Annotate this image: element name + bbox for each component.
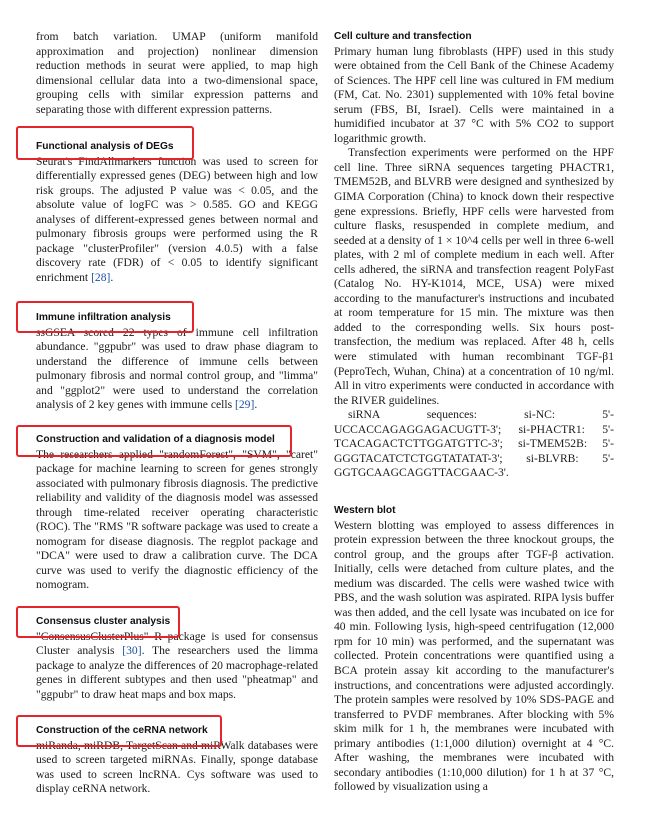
- section-immune-infiltration: [36, 311, 318, 413]
- highlight-box: [16, 425, 292, 457]
- section-heading: Functional analysis of DEGs: [36, 141, 174, 152]
- section-body: "ConsensusClusterPlus" R package is used for consensus Cluster analysis [30]. The researchers used the limma package to analyze the differences of 20 macrophage-related genes in different subtypes and then used "pheatmap" and "ggpubr" to draw heat maps and box maps.: [36, 629, 319, 701]
- cell-culture-paragraph-2: Transfection experiments were performed on the HPF cell line. Three siRNA sequences targeting PHACTR1, TMEM52B, and BLVRB were designed and synthesized by GIMA Corporation (China) to knock down their respective gene expressions. Briefly, HPF cells were harvested from culture flasks, resuspended in complete medium, and seeded at a density of 1 × 10^4 cells per well in three 6-well plates, with 2 ml of complete medium in each well. After cells adhered, the siRNA and transfection reagent PolyFast (Catalog No. HY-K1014, MCE, USA) were mixed according to the manufacturer's instructions and incubated at room temperature for 15 min. The mixture was then added to the corresponding wells. Six hours post-transfection, the medium was replaced. After 48 h, cells were stimulated with human recombinant TGF-β1 (PeproTech, Wuhan, China) at a concentration of 10 ng/ml. All in vitro experiments were conducted in accordance with the RIVER guidelines.: [334, 146, 614, 407]
- section-heading: Construction of the ceRNA network: [36, 725, 208, 736]
- section-body: Seurat's FindAllmarkers function was used to screen for differentially expressed genes (DEG) between high and low risk groups. The adjusted P value was < 0.05, and the absolute value of logFC was > 0.585. GO and KEGG analyses of different-expressed genes between normal and pulmonary fibrosis groups were performed using the R package "clusterProfiler" (version 4.0.5) with a false discovery rate (FDR) of < 0.05 to identify significant enrichment [28].: [36, 154, 318, 284]
- section-diagnosis-model: [36, 433, 318, 593]
- section-heading-cell-culture: Cell culture and transfection: [334, 31, 472, 42]
- left-column: [36, 30, 318, 820]
- highlight-box: [16, 606, 180, 638]
- section-body: ssGSEA scored 22 types of immune cell infiltration abundance. "ggpubr" was used to draw phase diagram to understand the difference of immune cells between pulmonary fibrosis and normal control group, and "limma" and "ggplot2" were used to understand the correlation analysis of 2 key genes with immune cells [29].: [36, 325, 318, 412]
- section-cerna-network: [36, 724, 318, 797]
- section-heading: Construction and validation of a diagnosis model: [36, 434, 275, 445]
- citation-link[interactable]: [28]: [91, 270, 111, 284]
- section-body: miRanda, miRDB, TargetScan and miRWalk databases were used to screen targeted miRNAs. Finally, sponge database was used to screen lncRNA. Cys software was used to display ceRNA network.: [36, 738, 318, 796]
- citation-link[interactable]: [30]: [122, 644, 142, 658]
- intro-paragraph: from batch variation. UMAP (uniform manifold approximation and projection) nonlinear dimension reduction methods in seurat were applied, to map high dimensional cellular data into a two-dimensional space, grouping cells with similar expression patterns and separating those with different expression patterns.: [36, 30, 318, 116]
- section-heading-western-blot: Western blot: [334, 505, 396, 516]
- section-consensus-cluster: [36, 615, 318, 702]
- section-functional-analysis: [36, 140, 318, 285]
- highlight-box: [16, 126, 194, 160]
- highlight-box: [16, 715, 222, 747]
- cell-culture-paragraph-1: Primary human lung fibroblasts (HPF) used in this study were obtained from the Cell Bank of the Chinese Academy of Sciences. The HPF cell line was cultured in FM medium (FM, Cat. No. 2301) supplemented with 10% fetal bovine serum (FBS, BI, Israel). Cells were maintained in a humidified incubator at 37 °C with 5% CO2 to support logarithmic growth.: [334, 44, 614, 145]
- right-column-western-blot: [334, 504, 614, 795]
- section-heading: Consensus cluster analysis: [36, 616, 171, 627]
- citation-link[interactable]: [29]: [235, 398, 255, 412]
- sirna-sequences-paragraph: siRNA sequences: si-NC: 5'-UCCACCAGAGGAGACUGTT-3'; si-PHACTR1: 5'-TCACAGACTCTTGGATGTTC-3'; si-TMEM52B: 5'-GGGTACATCTCTGGTATATAT-3'; si-BLVRB: 5'-GGTGCAAGCAGGTTACGAAC-3'.: [334, 408, 614, 480]
- section-body: The researchers applied "randomForest", "SVM", "caret" package for machine learning to screen for genes strongly associated with pulmonary fibrosis diagnosis. The predictive reliability and validity of the diagnosis model was assessed through time-related receiver operating characteristic (ROC). The "RMS "R software package was used to create a nomogram for disease diagnosis. The regplot package and "DCA" were used to draw a calibration curve. The DCA curve was used to verify the diagnostic efficiency of the nomogram.: [36, 447, 318, 592]
- right-column: [334, 30, 614, 481]
- highlight-box: [16, 301, 194, 333]
- western-blot-paragraph: Western blotting was employed to assess differences in protein expression between the three knockout groups, the control group, and the groups after TGF-β activation. Initially, cells were detached from culture plates, and the medium was discarded. The cells were washed twice with PBS, and the wash solution was aspirated. RIPA lysis buffer was then added, and the cell lysate was incubated on ice for 40 min. Following lysis, high-speed centrifugation (12,000 rpm for 10 min) was performed, and the supernatant was collected. Protein concentrations were quantified using a BCA protein assay kit according to the manufacturer's instructions, and concentrations were adjusted accordingly. The protein samples were resolved by 10% SDS-PAGE and transferred to PVDF membranes. After blocking with 5% skim milk for 1 h, the membranes were incubated with primary antibodies (1:1,000 dilution) overnight at 4 °C. After washing, the membranes were incubated with secondary antibodies (1:10,000 dilution) for 1 h at 37 °C, followed by visualization using a: [334, 518, 614, 794]
- section-heading: Immune infiltration analysis: [36, 312, 171, 323]
